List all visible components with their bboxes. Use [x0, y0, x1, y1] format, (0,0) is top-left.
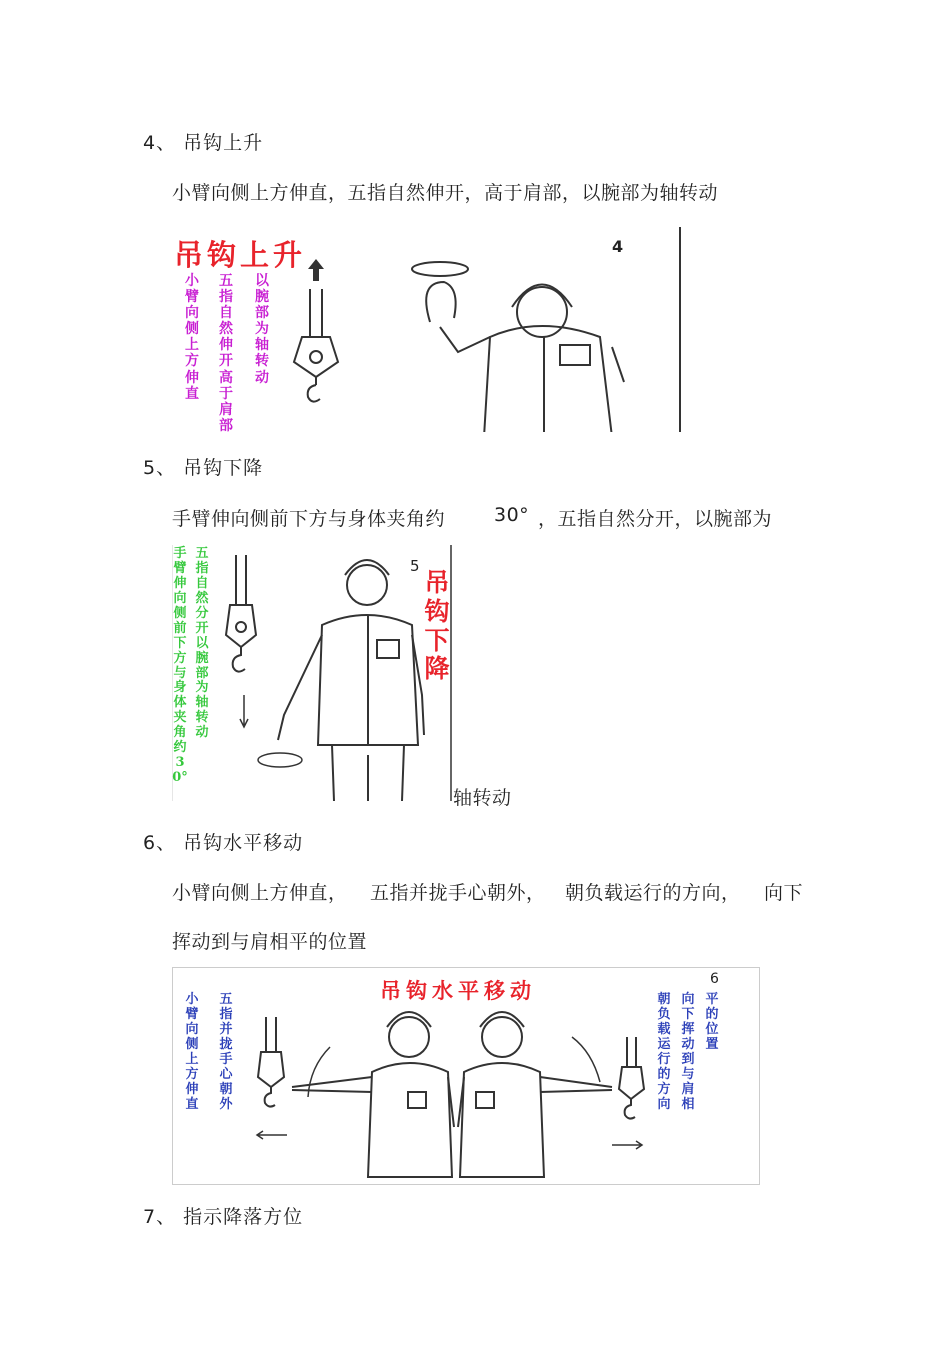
figure-caption-col: 五指自然伸开高于肩部 [219, 273, 233, 432]
section-6-heading: 6、 吊钩水平移动 [143, 832, 304, 854]
up-arrow-icon [308, 259, 324, 281]
figure-hook-lower [172, 545, 452, 801]
figure-caption-col: 手臂伸向侧前下方与身体夹角约30° [172, 546, 188, 786]
figure-hook-raise [172, 227, 682, 432]
swing-arrow-icon [572, 1037, 600, 1082]
figure-caption-col: 以腕部为轴转动 [255, 273, 269, 386]
section-5-description: 手臂伸向侧前下方与身体夹角约 [172, 508, 446, 530]
down-arrow-icon [240, 695, 248, 727]
rotation-circle-icon [412, 262, 468, 276]
crane-hook-icon [619, 1037, 644, 1119]
figure-title: 吊钩水平移动 [380, 978, 536, 1003]
figure-caption-col: 小臂向侧上方伸直 [185, 992, 199, 1112]
figure-caption-col: 五指自然分开以腕部为轴转动 [195, 546, 209, 741]
section-5-heading: 5、 吊钩下降 [143, 457, 264, 479]
worker-figure [278, 560, 424, 801]
figure-caption-col: 朝负载运行的方向 [657, 992, 671, 1112]
worker-figure [292, 1012, 454, 1177]
figure-title: 吊钩上升 [174, 238, 307, 272]
crane-hook-icon [226, 555, 256, 672]
figure-caption-col: 小臂向侧上方伸直 [185, 273, 199, 402]
section-5-angle: 30° [494, 504, 530, 526]
section-4-heading: 4、 吊钩上升 [143, 132, 264, 154]
section-4-description: 小臂向侧上方伸直，五指自然伸开，高于肩部，以腕部为轴转动 [172, 182, 719, 204]
section-7-heading: 7、 指示降落方位 [143, 1206, 304, 1228]
section-6-description: 五指并拢手心朝外， [370, 882, 546, 904]
figure-hook-lower-drawing [172, 545, 452, 801]
worker-figure [458, 1012, 612, 1177]
figure-number: 6 [710, 971, 719, 987]
figure-caption-col: 平的位置 [705, 992, 719, 1052]
section-6-description: 小臂向侧上方伸直， [172, 882, 348, 904]
section-6-description: 朝负载运行的方向， [565, 882, 741, 904]
crane-hook-icon [258, 1017, 284, 1107]
figure-title: 吊钩下降 [424, 568, 450, 684]
figure-number: 5 [410, 557, 420, 575]
right-arrow-icon [612, 1141, 642, 1149]
crane-hook-icon [294, 289, 338, 402]
left-arrow-icon [257, 1131, 287, 1139]
rotation-circle-icon [258, 753, 302, 767]
section-6-description: 向下 [764, 882, 804, 904]
figure-caption-col: 五指并拢手心朝外 [219, 992, 233, 1112]
section-5-description-end: 轴转动 [453, 787, 512, 809]
worker-figure [426, 282, 624, 432]
section-6-description-cont: 挥动到与肩相平的位置 [172, 931, 368, 953]
figure-number: 4 [612, 237, 624, 256]
section-5-description-cont: ，五指自然分开，以腕部为 [538, 508, 773, 530]
figure-caption-col: 向下挥动到与肩相 [681, 992, 695, 1112]
figure-hook-horizontal [172, 967, 760, 1185]
